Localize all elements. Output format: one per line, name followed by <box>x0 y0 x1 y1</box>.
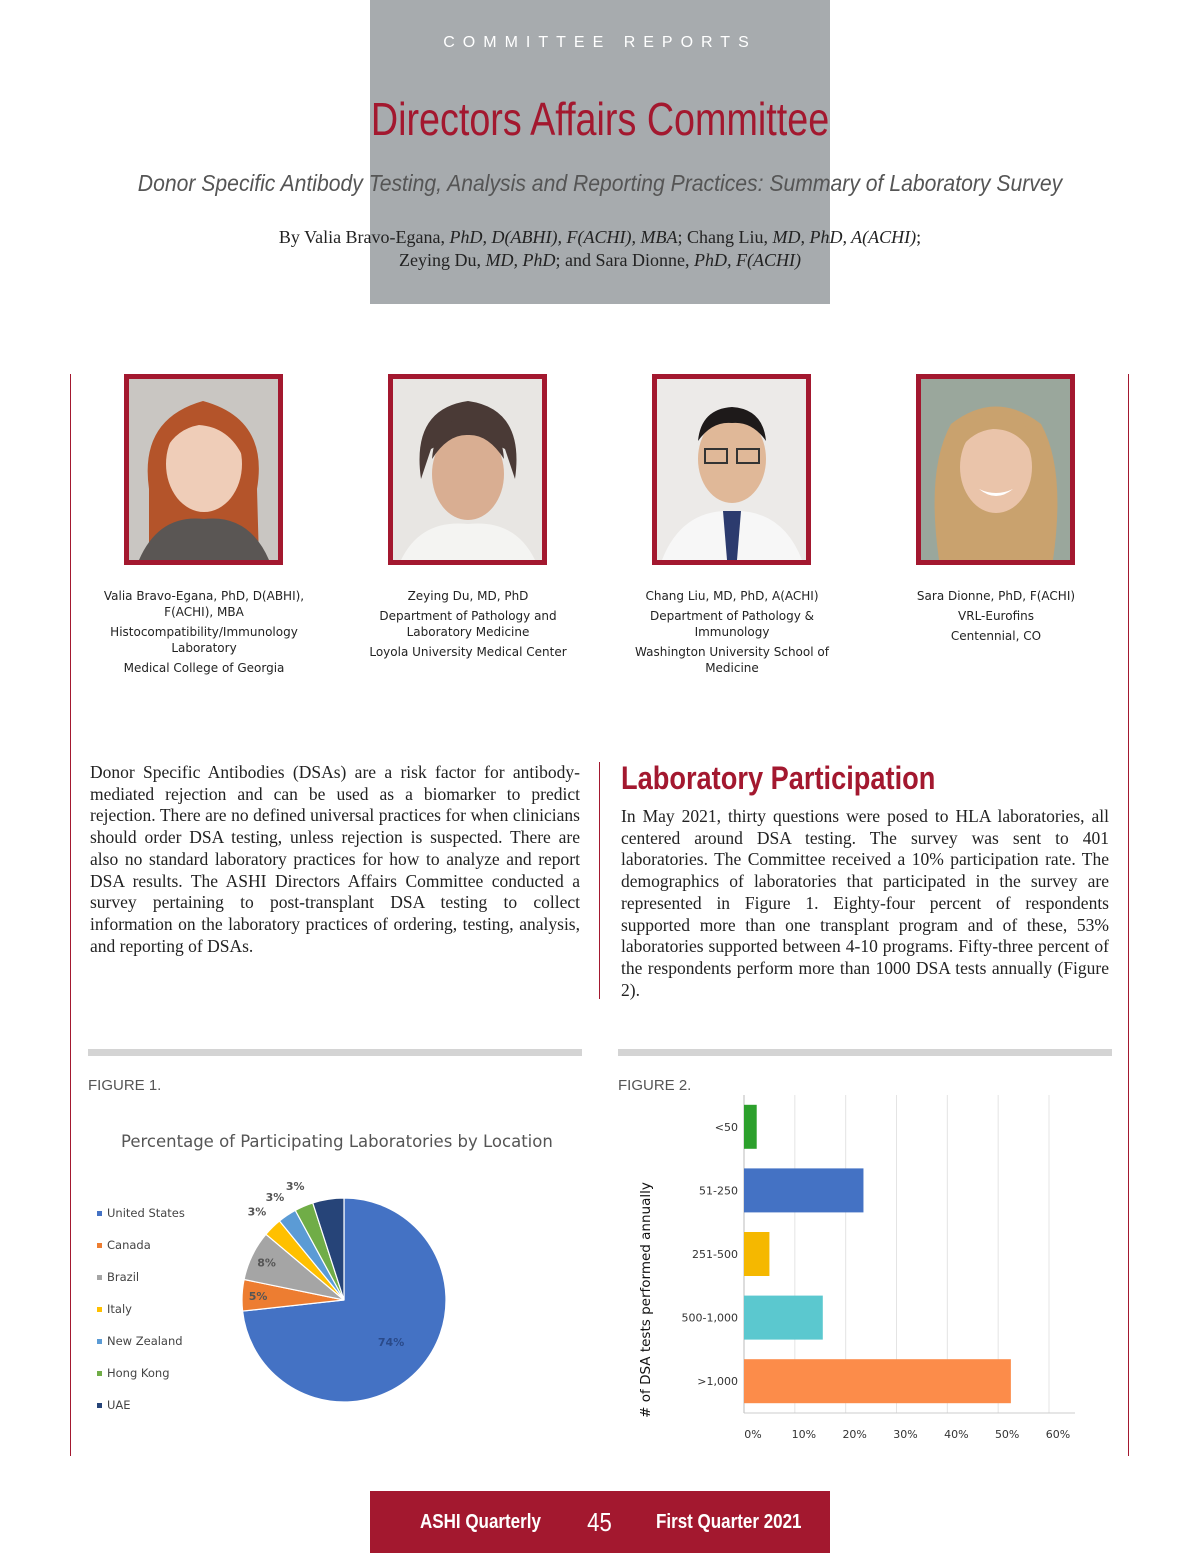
category-label: >1,000 <box>697 1375 738 1389</box>
legend-entry: Italy <box>107 1302 132 1316</box>
left-rule <box>70 374 71 1456</box>
byline-sep-2: ; <box>916 227 922 247</box>
bar-1 <box>744 1168 863 1212</box>
page-footer <box>370 1491 830 1553</box>
category-label: 251-500 <box>692 1248 738 1261</box>
x-tick-label: 40% <box>944 1428 969 1441</box>
author-photo-du <box>388 374 547 565</box>
author-caption-du <box>358 588 578 664</box>
figure-1-label: FIGURE 1. <box>88 1077 162 1094</box>
byline-sep-3: ; and Sara Dionne, <box>555 250 694 270</box>
byline-line-2 <box>0 250 1200 271</box>
author-name: Sara Dionne, PhD, F(ACHI) <box>916 589 1076 603</box>
legend-swatch <box>97 1371 102 1376</box>
x-tick-label: 50% <box>994 1428 1020 1441</box>
author-caption-liu <box>622 588 842 680</box>
bar-0 <box>744 1105 757 1149</box>
bar-3 <box>744 1296 823 1340</box>
byline-cred-1: PhD, D(ABHI), F(ACHI), MBA <box>449 227 678 247</box>
right-rule <box>1128 374 1129 1456</box>
byline-by: By Valia Bravo-Egana, <box>278 227 450 247</box>
figure-2-bar-chart <box>628 1090 1098 1450</box>
category-labels <box>682 1121 738 1388</box>
pie-slices <box>242 1198 446 1402</box>
pie-data-label: 3% <box>285 1180 305 1194</box>
legend-swatch <box>97 1275 102 1280</box>
author-affiliation: Histocompatibility/Immunology Laboratory <box>110 625 298 655</box>
legend-entry: Brazil <box>107 1270 140 1284</box>
article-subtitle: Donor Specific Antibody Testing, Analysis and Reporting Practices: Summary of Laboratory Survey <box>137 170 1063 196</box>
legend-swatch <box>97 1339 102 1344</box>
author-affiliation: Department of Pathology and Laboratory Medicine <box>379 609 557 639</box>
x-tick-label: 10% <box>791 1428 817 1441</box>
portrait-illustration <box>393 379 542 560</box>
author-caption-dionne <box>886 588 1106 648</box>
byline-cred-4: PhD, F(ACHI) <box>693 250 801 270</box>
figure-2-rule <box>618 1049 1112 1056</box>
pie-data-label: 5% <box>248 1289 268 1303</box>
legend-entry: Hong Kong <box>107 1366 170 1380</box>
legend-entry: New Zealand <box>107 1334 183 1348</box>
page-number: 45 <box>587 1507 612 1537</box>
author-name: Zeying Du, MD, PhD <box>407 589 529 603</box>
chart-title: Percentage of Participating Laboratories by Location <box>121 1132 553 1151</box>
x-tick-label: 0% <box>744 1428 762 1441</box>
portrait-illustration <box>657 379 806 560</box>
legend-entry: Canada <box>107 1238 151 1252</box>
page-title: Directors Affairs Committee <box>370 93 830 145</box>
pie-data-label: 3% <box>247 1205 267 1219</box>
category-label: 500-1,000 <box>681 1311 738 1325</box>
legend-swatch <box>97 1307 102 1312</box>
legend-swatch <box>97 1211 102 1216</box>
author-institution: Centennial, CO <box>950 629 1042 643</box>
legend-swatch <box>97 1243 102 1248</box>
figure-1-pie-chart <box>88 1110 582 1440</box>
byline-line-1 <box>0 227 1200 248</box>
x-tick-label: 60% <box>1045 1428 1071 1441</box>
chart-legend <box>97 1206 185 1412</box>
figure-2-label: FIGURE 2. <box>618 1077 692 1094</box>
intro-paragraph: Donor Specific Antibodies (DSAs) are a risk factor for antibody-mediated rejection and can be used as a biomarker to predict rejection. There are no defined universal practices for when clinicians should order DSA testing, unless rejection is suspected. There are also no standard laboratory practices for how to analyze and report DSA results. The ASHI Directors Affairs Committee conducted a survey pertaining to post-transplant DSA testing to collect information on the laboratory practices of ordering, testing, analysis, and reporting of DSAs. <box>90 762 580 956</box>
bar-4 <box>744 1359 1011 1403</box>
legend-entry: UAE <box>107 1398 131 1412</box>
section-kicker: COMMITTEE REPORTS <box>443 34 757 51</box>
legend-swatch <box>97 1403 102 1408</box>
section-paragraph: In May 2021, thirty questions were posed to HLA laboratories, all centered around DSA testing. The survey was sent to 401 laboratories. The Committee received a 10% participation rate. The demographics of laboratories that participated in the survey are represented in Figure 1. Eighty-four percent of respondents supported more than one transplant program and of these, 53% laboratories supported between 4-10 programs. Fifty-three percent of the respondents perform more than 1000 DSA tests annually (Figure 2). <box>621 806 1109 1000</box>
author-institution: Washington University School of Medicine <box>635 645 829 675</box>
portrait-illustration <box>129 379 278 560</box>
author-institution: Medical College of Georgia <box>123 661 285 675</box>
author-name: Valia Bravo-Egana, PhD, D(ABHI), F(ACHI), MBA <box>103 589 305 619</box>
legend-entry: United States <box>107 1206 185 1220</box>
journal-name: ASHI Quarterly <box>420 1511 541 1533</box>
column-rule <box>599 762 600 999</box>
author-institution: Loyola University Medical Center <box>369 645 567 659</box>
category-label: 51-250 <box>699 1184 738 1198</box>
y-axis-label: # of DSA tests performed annually <box>638 1182 654 1418</box>
x-tick-labels <box>744 1428 1070 1441</box>
byline-name-3: Zeying Du, <box>399 250 486 270</box>
pie-data-label: 8% <box>257 1256 276 1270</box>
section-heading: Laboratory Participation <box>621 760 936 796</box>
author-photo-dionne <box>916 374 1075 565</box>
author-affiliation: VRL-Eurofins <box>958 609 1034 623</box>
byline-cred-3: MD, PhD <box>485 250 556 270</box>
author-caption-bravo-egana <box>94 588 314 680</box>
category-label: <50 <box>714 1120 738 1134</box>
issue-name: First Quarter 2021 <box>656 1511 802 1533</box>
byline-sep-1: ; Chang Liu, <box>677 227 773 247</box>
x-tick-label: 20% <box>842 1428 867 1441</box>
pie-data-label: 74% <box>377 1336 405 1350</box>
x-tick-label: 30% <box>893 1428 918 1441</box>
chart-bars <box>744 1105 1011 1403</box>
author-name: Chang Liu, MD, PhD, A(ACHI) <box>645 589 819 603</box>
pie-data-label: 3% <box>265 1191 285 1205</box>
figure-1-rule <box>88 1049 582 1056</box>
byline-cred-2: MD, PhD, A(ACHI) <box>772 227 917 247</box>
author-affiliation: Department of Pathology & Immunology <box>649 609 815 639</box>
author-photo-bravo-egana <box>124 374 283 565</box>
portrait-illustration <box>921 379 1070 560</box>
bar-2 <box>744 1232 769 1276</box>
author-photo-liu <box>652 374 811 565</box>
